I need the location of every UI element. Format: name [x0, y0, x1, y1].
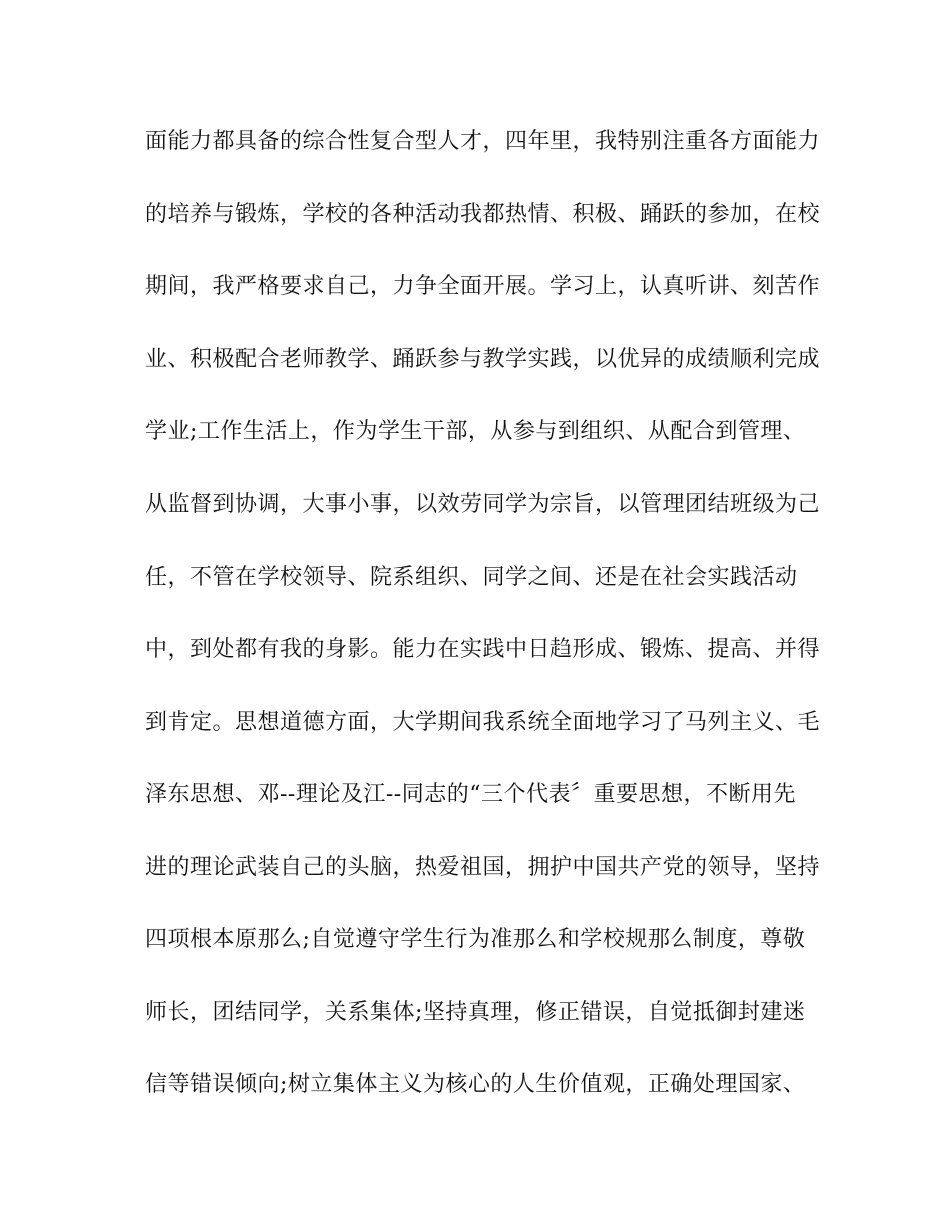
paragraph-line: 中，到处都有我的身影。能力在实践中日趋形成、锻炼、提高、并得: [145, 637, 821, 662]
paragraph-line: 四项根本原那么;自觉遵守学生行为准那么和学校规那么制度，尊敬: [145, 927, 806, 952]
paragraph-line: 学业;工作生活上，作为学生干部，从参与到组织、从配合到管理、: [145, 419, 806, 444]
paragraph-line: 泽东思想、邓--理论及江--同志的“三个代表〞重要思想，不断用先: [145, 782, 796, 807]
paragraph-line: 业、积极配合老师教学、踊跃参与教学实践，以优异的成绩顺利完成: [145, 347, 821, 372]
paragraph-line: 从监督到协调，大事小事，以效劳同学为宗旨，以管理团结班级为己: [145, 492, 821, 517]
paragraph-line: 任，不管在学校领导、院系组织、同学之间、还是在社会实践活动: [145, 565, 798, 590]
paragraph-line: 的培养与锻炼，学校的各种活动我都热情、积极、踊跃的参加，在校: [145, 202, 821, 227]
paragraph-line: 信等错误倾向;树立集体主义为核心的人生价值观，正确处理国家、: [145, 1072, 806, 1097]
paragraph-line: 进的理论武装自己的头脑，热爱祖国，拥护中国共产党的领导，坚持: [145, 855, 821, 880]
paragraph-line: 期间，我严格要求自己，力争全面开展。学习上，认真听讲、刻苦作: [145, 274, 821, 299]
paragraph-line: 面能力都具备的综合性复合型人才，四年里，我特别注重各方面能力: [145, 129, 821, 154]
paragraph-line: 到肯定。思想道德方面，大学期间我系统全面地学习了马列主义、毛: [145, 710, 821, 735]
paragraph-line: 师长，团结同学，关系集体;坚持真理，修正错误，自觉抵御封建迷: [145, 1000, 806, 1025]
